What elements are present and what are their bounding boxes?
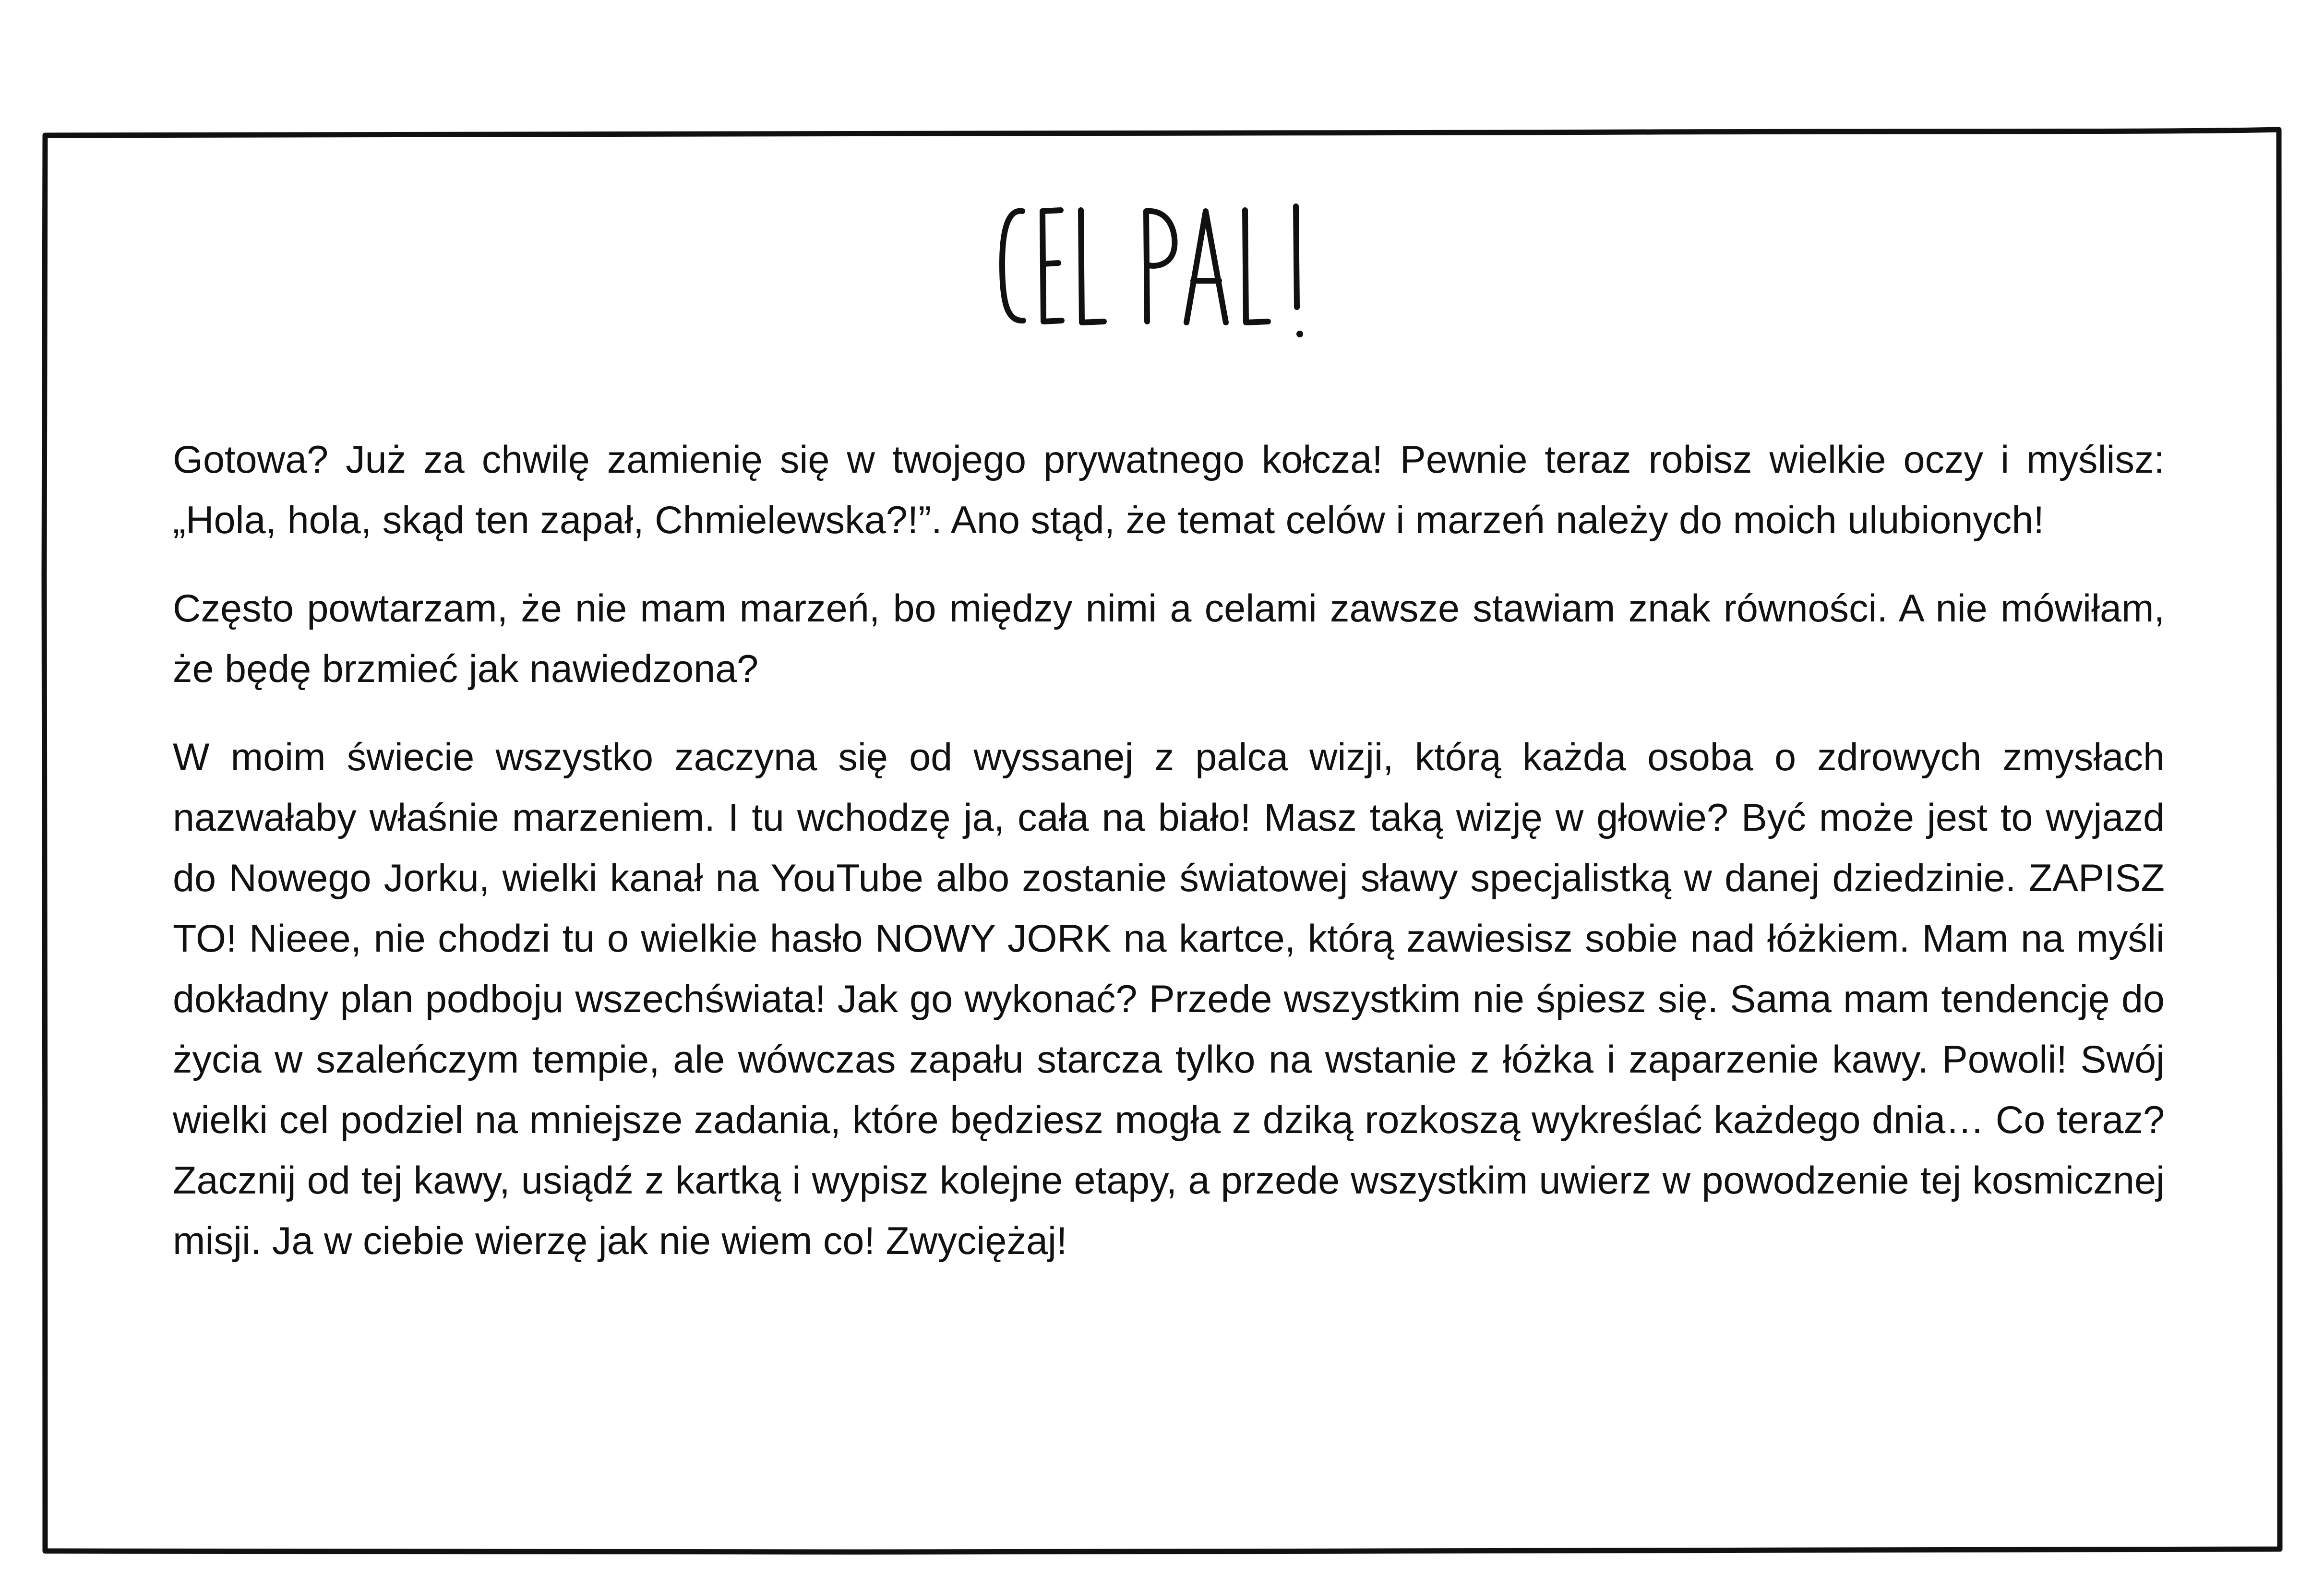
- paragraph: Gotowa? Już za chwilę zamienię się w twojego prywatnego kołcza! Pewnie teraz robisz wielkie oczy i myślisz: „Hola, hola, skąd ten zapał, Chmielewska?!”. Ano stąd, że temat celów i marzeń należy do moich ulubionych!: [173, 438, 2165, 542]
- paragraph: Często powtarzam, że nie mam marzeń, bo między nimi a celami zawsze stawiam znak równości. A nie mówiłam, że będę brzmieć jak nawiedzona?: [173, 587, 2165, 691]
- paragraph: W moim świecie wszystko zaczyna się od wyssanej z palca wizji, którą każda osoba o zdrowych zmysłach nazwałaby właśnie marzeniem. I tu wchodzę ja, cała na biało! Masz taką wizję w głowie? Być może jest to wyjazd do Nowego Jorku, wielki kanał na YouTube albo zostanie światowej sławy specjalistką w danej dziedzinie. ZAPISZ TO! Nieee, nie chodzi tu o wielkie hasło NOWY JORK na kartce, którą zawiesisz sobie nad łóżkiem. Mam na myśli dokładny plan podboju wszechświata! Jak go wykonać? Przede wszystkim nie śpiesz się. Sama mam tendencję do życia w szaleńczym tempie, ale wówczas zapału starcza tylko na wstanie z łóżka i zaparzenie kawy. Powoli! Swój wielki cel podziel na mniejsze zadania, które będziesz mogła z dziką rozkoszą wykreślać każdego dnia… Co teraz? Zacznij od tej kawy, usiądź z kartką i wypisz kolejne etapy, a przede wszystkim uwierz w powodzenie tej kosmicznej misji. Ja w ciebie wierzę jak nie wiem co! Zwyciężaj!: [173, 736, 2165, 1263]
- page-title-lettering: [989, 192, 1373, 346]
- body-text: [173, 430, 2165, 1299]
